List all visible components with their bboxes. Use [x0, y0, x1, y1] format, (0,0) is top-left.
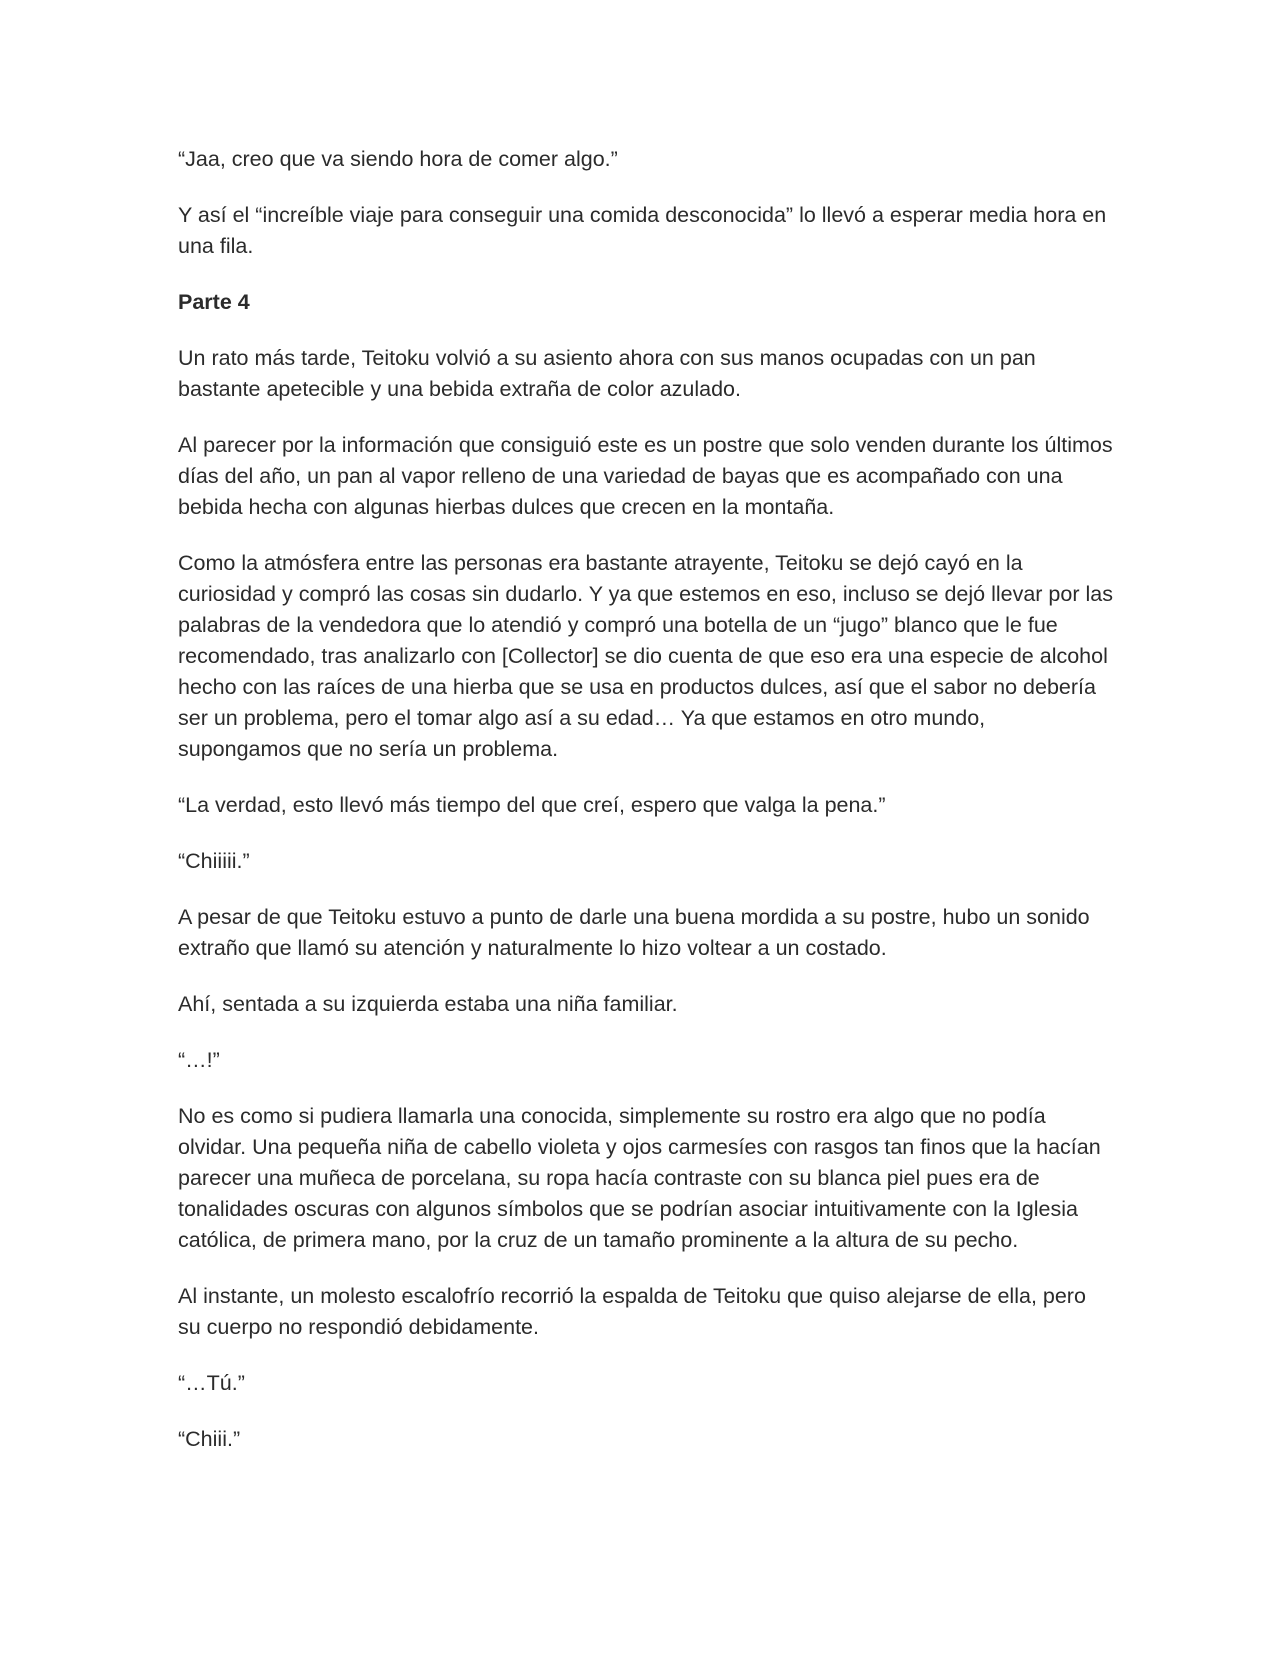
dialogue-line: “…Tú.” [178, 1371, 245, 1395]
dialogue-line: “La verdad, esto llevó más tiempo del que creí, espero que valga la pena.” [178, 793, 886, 817]
paragraph: “Jaa, creo que va siendo hora de comer algo.” [178, 147, 618, 171]
paragraph: A pesar de que Teitoku estuvo a punto de darle una buena mordida a su postre, hubo un sonido extraño que llamó su atención y naturalmente lo hizo voltear a un costado. [178, 905, 1090, 960]
dialogue-line: “Chiii.” [178, 1427, 241, 1451]
paragraph: Un rato más tarde, Teitoku volvió a su asiento ahora con sus manos ocupadas con un pan bastante apetecible y una bebida extraña de color azulado. [178, 346, 1036, 401]
paragraph: Al instante, un molesto escalofrío recorrió la espalda de Teitoku que quiso alejarse de ella, pero su cuerpo no respondió debidamente. [178, 1284, 1086, 1339]
section-heading: Parte 4 [178, 290, 250, 314]
paragraph: Ahí, sentada a su izquierda estaba una niña familiar. [178, 992, 678, 1016]
dialogue-line: “…!” [178, 1048, 220, 1072]
paragraph: Y así el “increíble viaje para conseguir una comida desconocida” lo llevó a esperar media hora en una fila. [178, 203, 1107, 258]
document-page [178, 144, 1113, 1480]
dialogue-line: “Chiiiii.” [178, 849, 250, 873]
paragraph: No es como si pudiera llamarla una conocida, simplemente su rostro era algo que no podía olvidar. Una pequeña niña de cabello violeta y ojos carmesíes con rasgos tan finos que la hacían parecer una muñeca de porcelana, su ropa hacía contraste con su blanca piel pues era de tonalidades oscuras con algunos símbolos que se podrían asociar intuitivamente con la Iglesia católica, de primera mano, por la cruz de un tamaño prominente a la altura de su pecho. [178, 1104, 1101, 1252]
paragraph: Al parecer por la información que consiguió este es un postre que solo venden durante los últimos días del año, un pan al vapor relleno de una variedad de bayas que es acompañado con una bebida hecha con algunas hierbas dulces que crecen en la montaña. [178, 433, 1113, 519]
paragraph: Como la atmósfera entre las personas era bastante atrayente, Teitoku se dejó cayó en la curiosidad y compró las cosas sin dudarlo. Y ya que estemos en eso, incluso se dejó llevar por las palabras de la vendedora que lo atendió y compró una botella de un “jugo” blanco que le fue recomendado, tras analizarlo con [Collector] se dio cuenta de que eso era una especie de alcohol hecho con las raíces de una hierba que se usa en productos dulces, así que el sabor no debería ser un problema, pero el tomar algo así a su edad… Ya que estamos en otro mundo, supongamos que no sería un problema. [178, 551, 1113, 761]
